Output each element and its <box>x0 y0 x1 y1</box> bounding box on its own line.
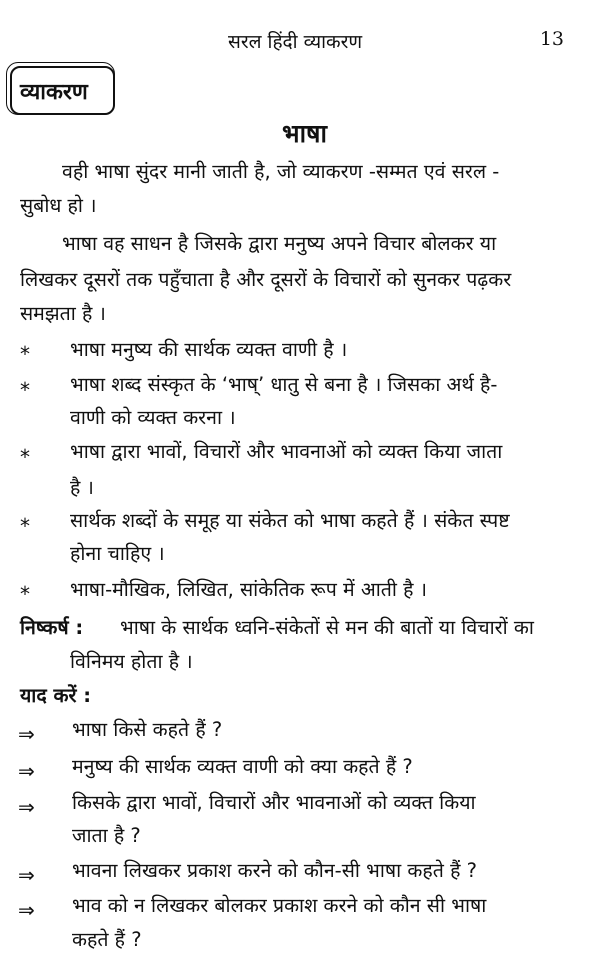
section-label-box <box>10 66 115 115</box>
para2-line-3: समझता है । <box>20 302 106 325</box>
arrow-icon: ⇒ <box>18 863 35 887</box>
para1-line-1: वही भाषा सुंदर मानी जाती है, जो व्याकरण -सम्मत एवं सरल - <box>62 160 500 183</box>
arrow-icon: ⇒ <box>18 722 35 746</box>
page-heading: भाषा <box>282 119 327 148</box>
bullet-3-line-2: है । <box>70 476 94 499</box>
bullet-2-line-2: वाणी को व्यक्त करना । <box>70 406 236 429</box>
bullet-marker: * <box>20 342 30 366</box>
para2-line-1: भाषा वह साधन है जिसके द्वारा मनुष्य अपने विचार बोलकर या <box>62 232 497 255</box>
question-2-line-1: मनुष्य की सार्थक व्यक्त वाणी को क्या कहते हैं ? <box>72 755 413 778</box>
conclusion-line-2: विनिमय होता है । <box>70 650 193 673</box>
bullet-marker: * <box>20 582 30 606</box>
arrow-icon: ⇒ <box>18 898 35 922</box>
para2-line-2: लिखकर दूसरों तक पहुँचाता है और दूसरों के विचारों को सुनकर पढ़कर <box>20 268 512 291</box>
bullet-2-line-1: भाषा शब्द संस्कृत के ‘भाष्’ धातु से बना है । जिसका अर्थ है- <box>70 373 498 396</box>
question-5-line-2: कहते हैं ? <box>72 928 142 951</box>
question-5-line-1: भाव को न लिखकर बोलकर प्रकाश करने को कौन सी भाषा <box>72 894 487 917</box>
page-number: 13 <box>539 28 564 50</box>
bullet-marker: * <box>20 514 30 538</box>
question-3-line-1: किसके द्वारा भावों, विचारों और भावनाओं को व्यक्त किया <box>72 791 476 814</box>
conclusion-label: निष्कर्ष : <box>20 616 84 639</box>
bullet-5-line-1: भाषा-मौखिक, लिखित, सांकेतिक रूप में आती है । <box>70 578 428 601</box>
question-3-line-2: जाता है ? <box>72 824 141 847</box>
bullet-4-line-1: सार्थक शब्दों के समूह या संकेत को भाषा कहते हैं । संकेत स्पष्ट <box>70 509 510 532</box>
section-label: व्याकरण <box>20 80 88 105</box>
bullet-4-line-2: होना चाहिए । <box>70 542 165 565</box>
bullet-1-line-1: भाषा मनुष्य की सार्थक व्यक्त वाणी है । <box>70 338 348 361</box>
question-1-line-1: भाषा किसे कहते हैं ? <box>72 718 223 741</box>
conclusion-line-1: भाषा के सार्थक ध्वनि-संकेतों से मन की बातों या विचारों का <box>120 616 534 639</box>
bullet-marker: * <box>20 378 30 402</box>
bullet-3-line-1: भाषा द्वारा भावों, विचारों और भावनाओं को व्यक्त किया जाता <box>70 440 503 463</box>
bullet-marker: * <box>20 445 30 469</box>
arrow-icon: ⇒ <box>18 795 35 819</box>
remember-label: याद करें : <box>20 684 92 707</box>
page-header <box>0 28 600 54</box>
arrow-icon: ⇒ <box>18 759 35 783</box>
book-title: सरल हिंदी व्याकरण <box>228 31 363 53</box>
para1-line-2: सुबोध हो । <box>20 194 97 217</box>
question-4-line-1: भावना लिखकर प्रकाश करने को कौन-सी भाषा कहते हैं ? <box>72 859 477 882</box>
